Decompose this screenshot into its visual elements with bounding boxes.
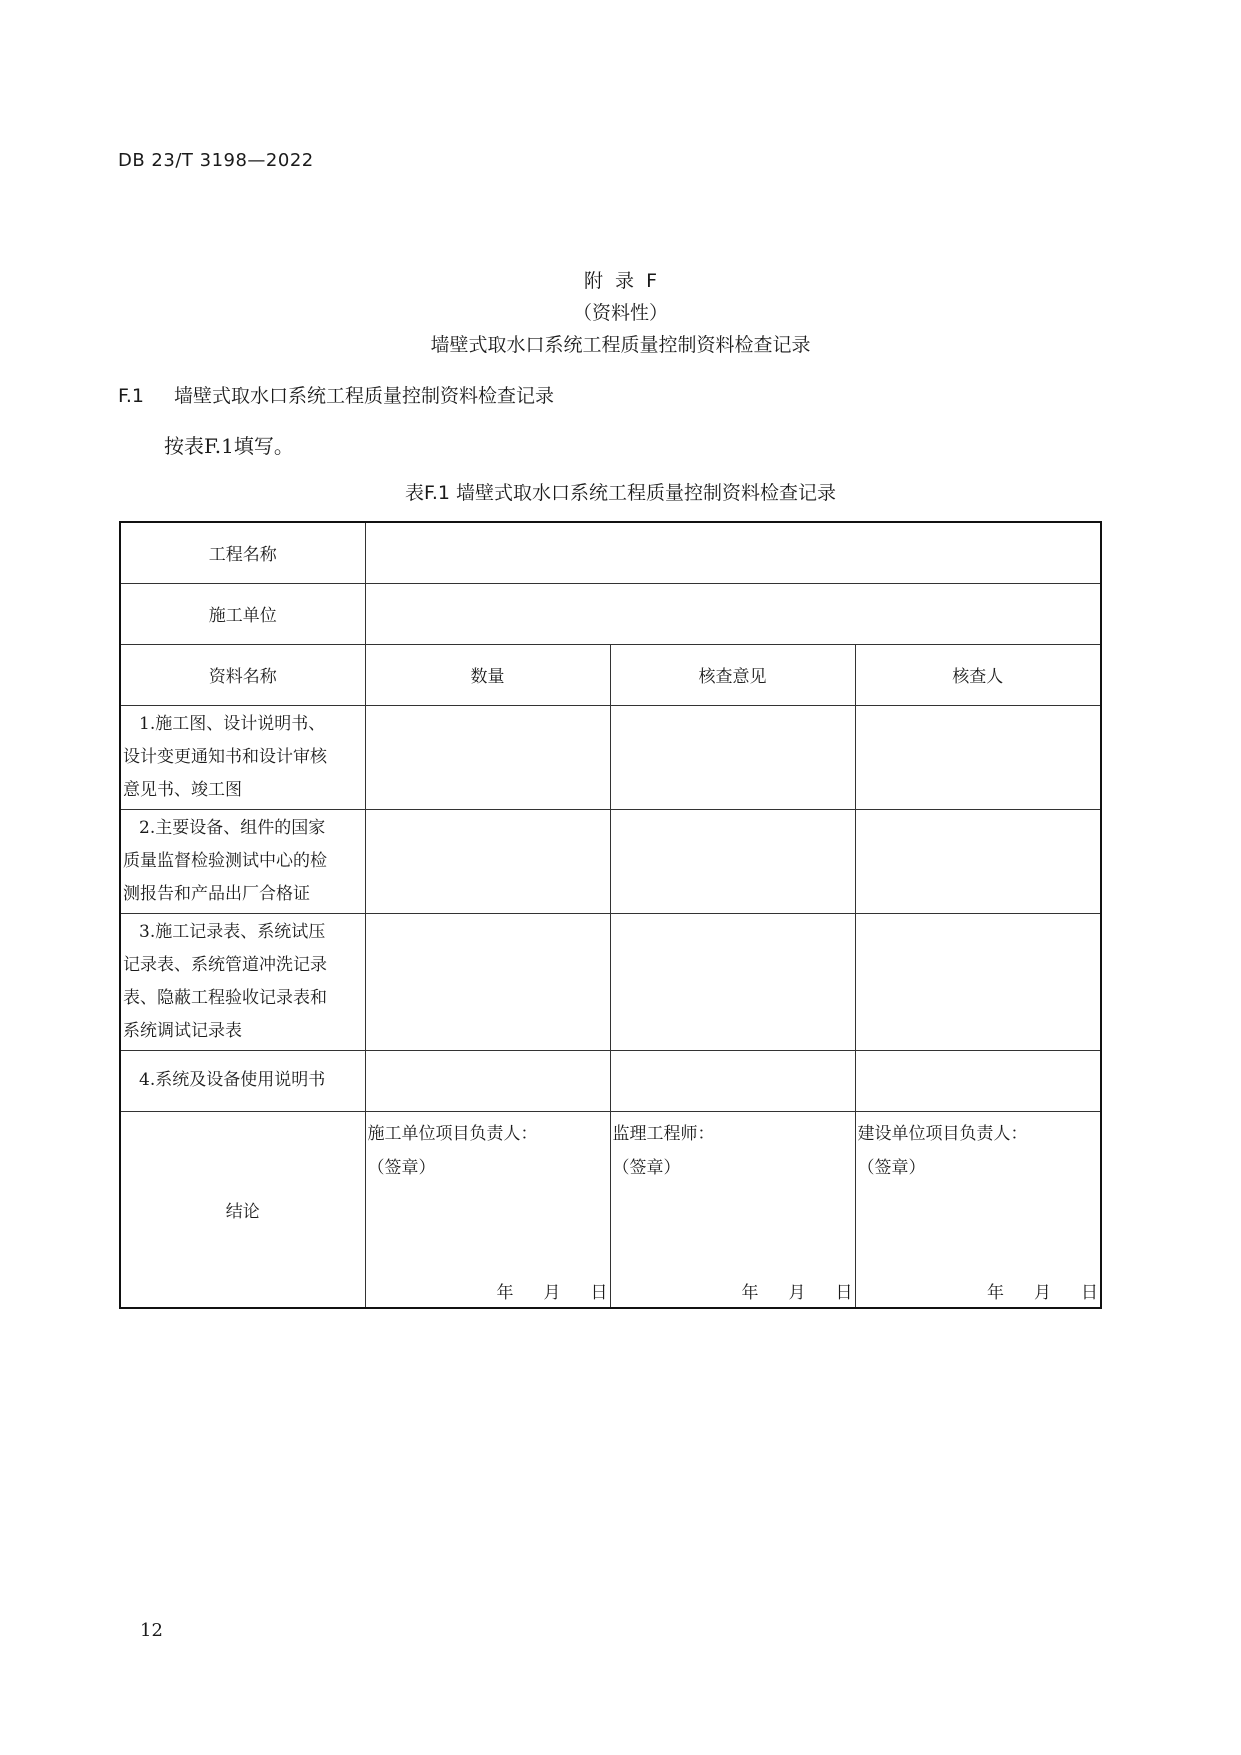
item-name xyxy=(120,705,365,809)
reviewer-cell xyxy=(855,913,1101,1050)
opinion-cell xyxy=(610,1050,855,1111)
date-month: 月 xyxy=(1034,1283,1051,1303)
standard-number: DB 23/T 3198—2022 xyxy=(118,150,314,171)
section-body: 按表F.1填写。 xyxy=(164,434,294,458)
signer-role: 施工单位项目负责人： xyxy=(367,1123,538,1144)
table-caption: 表F.1 墙壁式取水口系统工程质量控制资料检查记录 xyxy=(404,482,837,504)
project-name-row xyxy=(120,522,1101,583)
page-number: 12 xyxy=(140,1620,163,1641)
inspection-record-table xyxy=(119,521,1102,1309)
table-row xyxy=(120,809,1101,913)
item-line: 1.施工图、设计说明书、 xyxy=(139,713,326,734)
item-line: 记录表、系统管道冲洗记录 xyxy=(123,954,327,975)
item-line: 质量监督检验测试中心的检 xyxy=(123,850,327,871)
signer-seal: （签章） xyxy=(612,1157,681,1178)
project-name-label: 工程名称 xyxy=(120,522,365,583)
opinion-cell xyxy=(610,913,855,1050)
header-review-opinion: 核查意见 xyxy=(610,644,855,705)
signer-seal: （签章） xyxy=(367,1157,436,1178)
constructor-row xyxy=(120,583,1101,644)
opinion-cell xyxy=(610,809,855,913)
signature-cell-constructor xyxy=(365,1111,610,1308)
quantity-cell xyxy=(365,705,610,809)
quantity-cell xyxy=(365,1050,610,1111)
date-day: 日 xyxy=(835,1283,853,1303)
header-reviewer: 核查人 xyxy=(855,644,1101,705)
quantity-cell xyxy=(365,809,610,913)
signature-cell-owner xyxy=(855,1111,1101,1308)
section-heading xyxy=(118,381,554,408)
header-document-name: 资料名称 xyxy=(120,644,365,705)
item-line: 设计变更通知书和设计审核 xyxy=(123,746,327,767)
date-year: 年 xyxy=(496,1283,514,1303)
signature-cell-supervisor xyxy=(610,1111,855,1308)
table-row xyxy=(120,1050,1101,1111)
opinion-cell xyxy=(610,705,855,809)
date-day: 日 xyxy=(1081,1283,1098,1303)
item-line: 3.施工记录表、系统试压 xyxy=(139,921,326,942)
signer-role: 建设单位项目负责人： xyxy=(857,1123,1028,1144)
section-title: 墙壁式取水口系统工程质量控制资料检查记录 xyxy=(174,385,555,407)
table-header-row xyxy=(120,644,1101,705)
section-number: F.1 xyxy=(118,385,145,407)
conclusion-label: 结论 xyxy=(120,1111,365,1308)
signature-date xyxy=(987,1278,1098,1303)
reviewer-cell xyxy=(855,705,1101,809)
appendix-label: 附 录 F xyxy=(583,270,657,292)
item-line: 测报告和产品出厂合格证 xyxy=(123,883,310,904)
date-year: 年 xyxy=(987,1283,1004,1303)
reviewer-cell xyxy=(855,809,1101,913)
item-line: 2.主要设备、组件的国家 xyxy=(139,817,326,838)
item-line: 系统调试记录表 xyxy=(123,1020,242,1041)
item-name xyxy=(120,913,365,1050)
item-name xyxy=(120,1050,365,1111)
date-month: 月 xyxy=(788,1283,806,1303)
table-row xyxy=(120,705,1101,809)
table-row xyxy=(120,913,1101,1050)
item-name xyxy=(120,809,365,913)
appendix-nature: （资料性） xyxy=(572,302,668,324)
reviewer-cell xyxy=(855,1050,1101,1111)
constructor-value xyxy=(365,583,1101,644)
date-day: 日 xyxy=(590,1283,608,1303)
signer-role: 监理工程师： xyxy=(612,1123,715,1144)
item-line: 意见书、竣工图 xyxy=(123,779,242,800)
date-month: 月 xyxy=(543,1283,561,1303)
item-line: 表、隐蔽工程验收记录表和 xyxy=(123,987,327,1008)
project-name-value xyxy=(365,522,1101,583)
signer-seal: （签章） xyxy=(857,1157,926,1178)
date-year: 年 xyxy=(741,1283,759,1303)
item-line: 4.系统及设备使用说明书 xyxy=(139,1070,326,1090)
quantity-cell xyxy=(365,913,610,1050)
appendix-title: 墙壁式取水口系统工程质量控制资料检查记录 xyxy=(430,334,811,356)
constructor-label: 施工单位 xyxy=(120,583,365,644)
signature-date xyxy=(497,1278,608,1303)
signature-date xyxy=(742,1278,853,1303)
conclusion-row xyxy=(120,1111,1101,1308)
header-quantity: 数量 xyxy=(365,644,610,705)
